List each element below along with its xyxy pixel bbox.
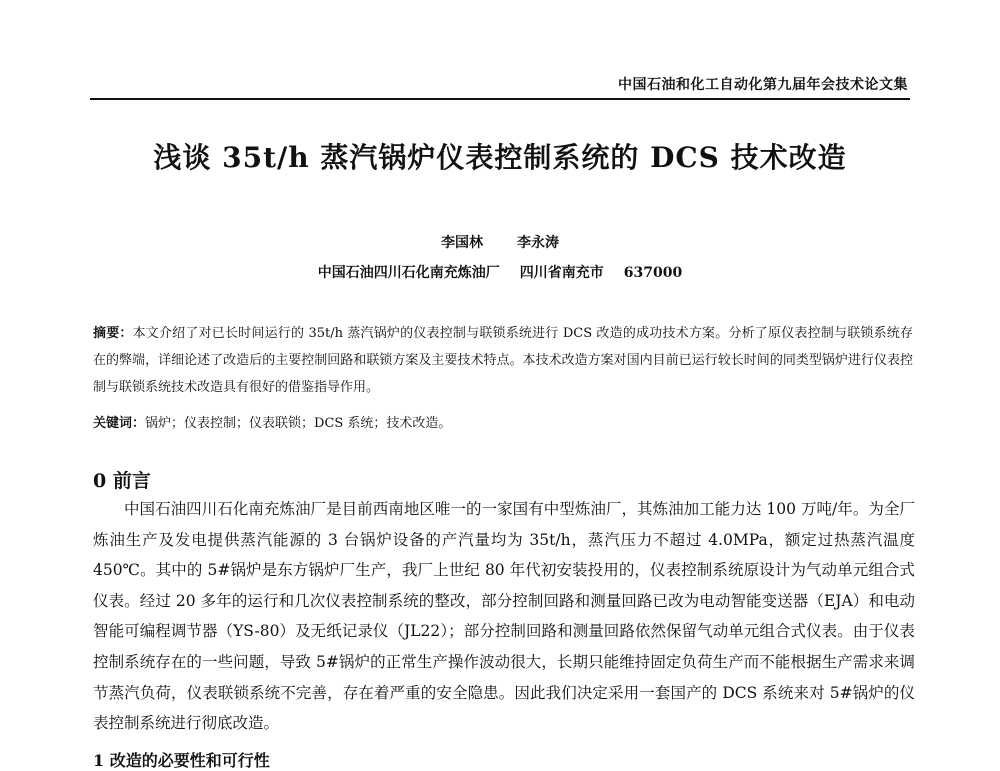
abstract-text: 本文介绍了对已长时间运行的 35t/h 蒸汽锅炉的仪表控制与联锁系统进行 DCS 改造的成功技术方案。分析了原仪表控制与联锁系统存在的弊端，详细论述了改造后的主要控制回路和联锁方案及主要技术特点。本技术改造方案对国内目前已运行较长时间的同类型锅炉进行仪表控制与联锁系统技术改造具有很好的借鉴指导作用。 — [93, 326, 913, 395]
authors — [0, 232, 1000, 252]
running-header: 中国石油和化工自动化第九届年会技术论文集 — [618, 77, 908, 93]
section-heading: 0 前言 — [93, 470, 151, 492]
affiliation-organization: 中国石油四川石化南充炼油厂 — [317, 265, 500, 281]
section-heading-next: 1 改造的必要性和可行性 — [93, 751, 270, 770]
author-name: 李国林 — [441, 235, 483, 251]
body-paragraph: 中国石油四川石化南充炼油厂是目前西南地区唯一的一家国有中型炼油厂，其炼油加工能力达 100 万吨/年。为全厂炼油生产及发电提供蒸汽能源的 3 台锅炉设备的产汽量均为 35t/h，蒸汽压力不超过 4.0MPa，额定过热蒸汽温度 450℃。其中的 5#锅炉是东方锅炉厂生产，我厂上世纪 80 年代初安装投用的，仪表控制系统原设计为气动单元组合式仪表。经过 20 多年的运行和几次仪表控制系统的整改，部分控制回路和测量回路已改为电动智能变送器（EJA）和电动智能可编程调节器（YS-80）及无纸记录仪（JL22）；部分控制回路和测量回路依然保留气动单元组合式仪表。由于仪表控制系统存在的一些问题，导致 5#锅炉的正常生产操作波动很大，长期只能维持固定负荷生产而不能根据生产需求来调节蒸汽负荷，仪表联锁系统不完善，存在着严重的安全隐患。因此我们决定采用一套国产的 DCS 系统来对 5#锅炉的仪表控制系统进行彻底改造。 — [93, 500, 915, 733]
keywords-label: 关键词： — [93, 416, 146, 431]
affiliation-location: 四川省南充市 — [519, 265, 604, 281]
header-rule — [90, 98, 910, 100]
author-name: 李永涛 — [517, 235, 559, 251]
keywords — [93, 410, 913, 437]
abstract-label: 摘要： — [93, 326, 133, 341]
paper-title: 浅谈 35t/h 蒸汽锅炉仪表控制系统的 DCS 技术改造 — [153, 141, 847, 174]
keywords-text: 锅炉；仪表控制；仪表联锁；DCS 系统；技术改造。 — [145, 416, 452, 431]
affiliation-postcode: 637000 — [623, 265, 683, 281]
affiliation — [0, 262, 1000, 282]
abstract — [93, 320, 913, 401]
